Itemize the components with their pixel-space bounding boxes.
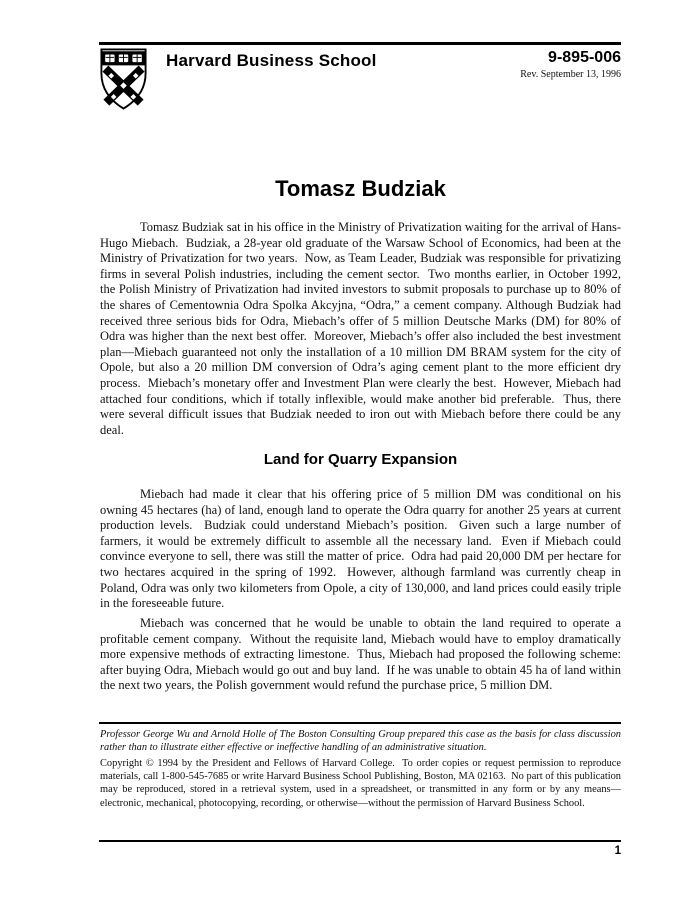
page-title: Tomasz Budziak	[275, 176, 446, 201]
footer-rule	[99, 840, 621, 842]
case-number: 9-895-006	[548, 49, 621, 66]
section-heading-land-for-quarry-expansion: Land for Quarry Expansion	[263, 451, 458, 468]
header-rule	[99, 42, 621, 45]
page-number: 1	[614, 845, 621, 857]
body-paragraph-3: Miebach was concerned that he would be unable to obtain the land required to operate a profitable cement company. Without the requisite land, Miebach would have to employ dramatically more expensive methods of extracting limestone. Thus, Miebach had proposed the following scheme: after buying Odra, Miebach would go out and buy land. If he was unable to obtain 45 ha of land within the next two years, the Polish government would refund the purchase price, 5 million DM.	[100, 616, 625, 693]
revision-date: Rev. September 13, 1996	[520, 69, 621, 80]
footnote-rule	[99, 722, 621, 724]
attribution-note: Professor George Wu and Arnold Holle of The Boston Consulting Group prepared this case as the basis for class discussion rather than to illustrate either effective or ineffective handling of an administrative situation.	[100, 729, 624, 753]
copyright-notice: Copyright © 1994 by the President and Fellows of Harvard College. To order copies or request permission to reproduce materials, call 1-800-545-7685 or write Harvard Business School Publishing, Boston, MA 02163. No part of this publication may be reproduced, stored in a retrieval system, used in a spreadsheet, or transmitted in any form or by any means—electronic, mechanical, photocopying, recording, or otherwise—without the permission of Harvard Business School.	[100, 758, 624, 809]
school-name: Harvard Business School	[166, 51, 377, 70]
body-paragraph-1: Tomasz Budziak sat in his office in the Ministry of Privatization waiting for the arrival of Hans-Hugo Miebach. Budziak, a 28-year old graduate of the Warsaw School of Economics, had been at the Ministry of Privatization for two years. Now, as Team Leader, Budziak was responsible for privatizing firms in several Polish industries, including the cement sector. Two months earlier, in October 1992, the Polish Ministry of Privatization had invited investors to submit proposals to purchase up to 80% of the shares of Cementownia Odra Spolka Akcyjna, “Odra,” a cement company. Although Budziak had received three serious bids for Odra, Miebach’s offer of 5 million Deutsche Marks (DM) for 80% of Odra was higher than the next best offer. Moreover, Miebach’s offer also included the best investment plan—Miebach guaranteed not only the installation of a 10 million DM BRAM system for the city of Opole, but also a 20 million DM conversion of Odra’s aging cement plant to the more efficient dry process. Miebach’s monetary offer and Investment Plan were clearly the best. However, Miebach had attached four conditions, which if totally inflexible, would make another bid preferable. Thus, there were several difficult issues that Budziak needed to iron out with Miebach before there could be any deal.	[100, 220, 625, 437]
hbs-shield-icon	[100, 47, 147, 111]
body-paragraph-2: Miebach had made it clear that his offering price of 5 million DM was conditional on his owning 45 hectares (ha) of land, enough land to operate the Odra quarry for another 25 years at current production levels. Budziak could understand Miebach’s position. Given such a large number of farmers, it would be extremely difficult to assemble all the necessary land. Even if Miebach could convince everyone to sell, there was still the matter of price. Odra had paid 20,000 DM per hectare for two hectares acquired in the spring of 1992. However, although farmland was currently cheap in Poland, Odra was only two kilometers from Opole, a city of 130,000, and land prices could easily triple in the foreseeable future.	[100, 487, 625, 611]
